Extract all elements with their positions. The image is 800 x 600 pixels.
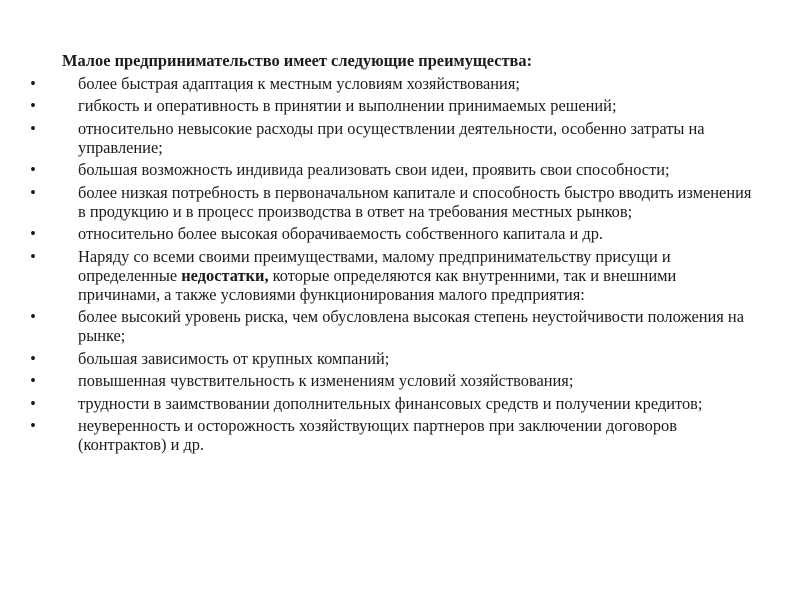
- bullet-icon: •: [30, 393, 36, 413]
- transition-item: [30, 246, 762, 304]
- list-item: [30, 371, 762, 390]
- list-item-text: относительно более высокая оборачиваемость собственного капитала и др.: [78, 224, 603, 243]
- bullet-icon: •: [30, 348, 36, 368]
- bullet-icon: •: [30, 96, 36, 115]
- list-item: [30, 224, 762, 243]
- list-item: [30, 182, 762, 221]
- slide-content: [30, 51, 762, 458]
- transition-text-after: которые определяются как внутренними, так и внешними причинами, а также условиями функционирования малого предприятия:: [78, 265, 677, 304]
- bullet-icon: •: [30, 118, 36, 138]
- bullet-icon: •: [30, 246, 36, 266]
- list-item-text: большая зависимость от крупных компаний;: [78, 348, 390, 368]
- list-item: [30, 307, 762, 345]
- bullet-list: [30, 73, 762, 455]
- list-item-text: гибкость и оперативность в принятии и выполнении принимаемых решений;: [78, 96, 617, 115]
- bullet-icon: •: [30, 160, 36, 179]
- list-item: [30, 73, 762, 93]
- bullet-icon: •: [30, 416, 36, 435]
- bullet-icon: •: [30, 307, 36, 326]
- bullet-icon: •: [30, 73, 36, 93]
- list-item: [30, 160, 762, 179]
- bullet-icon: •: [30, 224, 36, 243]
- bullet-icon: •: [30, 371, 36, 390]
- list-item-text: неуверенность и осторожность хозяйствующих партнеров при заключении договоров (контрактов) и др.: [78, 416, 677, 454]
- list-item-text: более низкая потребность в первоначальном капитале и способность быстро вводить изменения в продукцию и в процесс производства в ответ на требования местных рынков;: [78, 182, 752, 221]
- list-item-text: повышенная чувствительность к изменениям условий хозяйствования;: [78, 371, 574, 390]
- list-item-text: более высокий уровень риска, чем обусловлена высокая степень неустойчивости положения на рынке;: [78, 307, 744, 345]
- list-item-text: относительно невысокие расходы при осуществлении деятельности, особенно затраты на управление;: [78, 118, 705, 157]
- disadvantages-keyword: недостатки,: [181, 265, 269, 285]
- slide-title: Малое предпринимательство имеет следующие преимущества:: [62, 51, 533, 70]
- list-item: [30, 348, 762, 368]
- list-item: [30, 393, 762, 413]
- list-item-text: трудности в заимствовании дополнительных финансовых средств и получении кредитов;: [78, 393, 703, 413]
- list-item: [30, 118, 762, 157]
- transition-text-before: Наряду со всеми своими преимуществами, малому предпринимательству присущи и определенные: [78, 246, 671, 285]
- list-item-text: более быстрая адаптация к местным условиям хозяйствования;: [78, 73, 520, 93]
- list-item: [30, 96, 762, 115]
- bullet-icon: •: [30, 182, 36, 202]
- list-item: [30, 416, 762, 454]
- list-item-text: большая возможность индивида реализовать свои идеи, проявить свои способности;: [78, 160, 670, 179]
